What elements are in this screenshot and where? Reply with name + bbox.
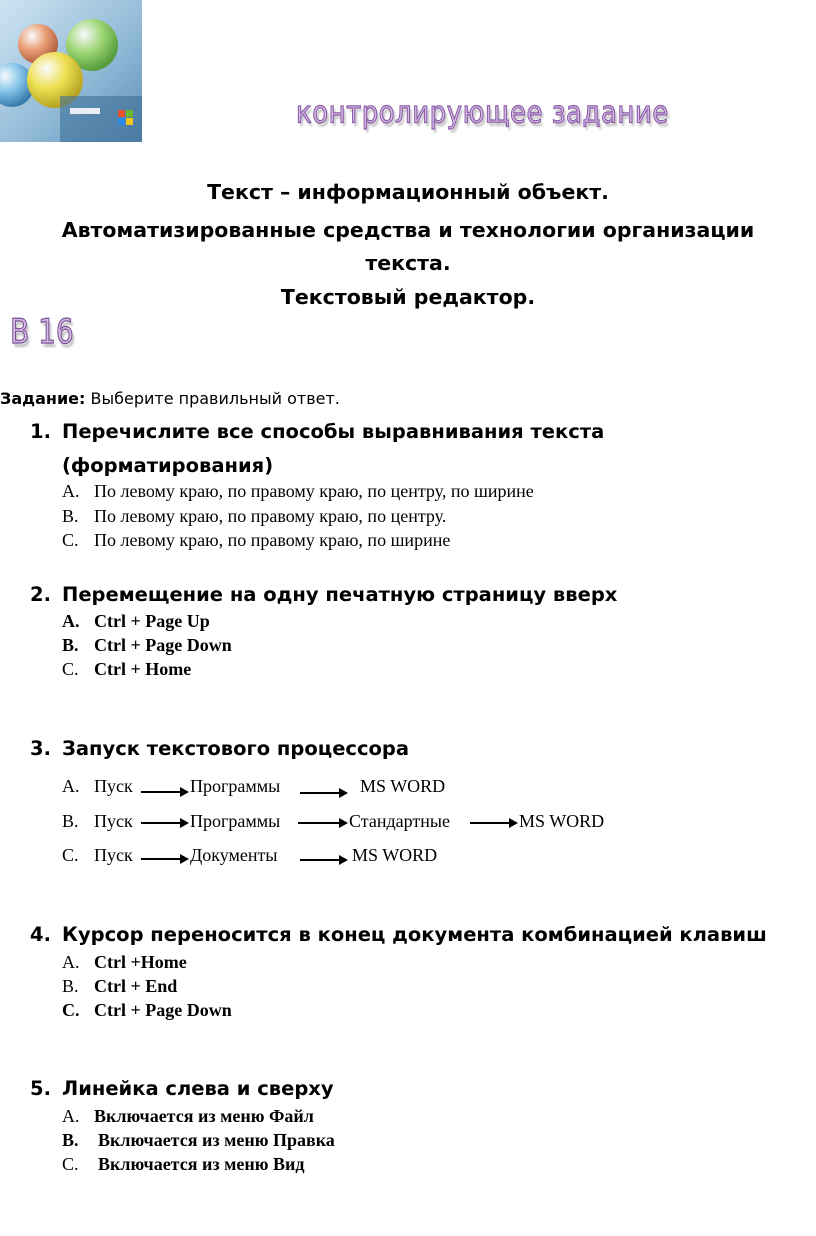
- arrow-icon: [141, 858, 187, 860]
- path-step: Программы: [190, 776, 281, 796]
- path-step: MS WORD: [519, 811, 605, 831]
- question-text: Линейка слева и сверху: [62, 1077, 334, 1100]
- option: [62, 1000, 232, 1021]
- title-line-3: текста.: [365, 251, 451, 275]
- task-text: Выберите правильный ответ.: [85, 389, 340, 408]
- path-step: Пуск: [94, 776, 133, 796]
- path-step: MS WORD: [360, 776, 446, 796]
- option-text: Включается из меню Файл: [94, 1106, 314, 1126]
- option-text: Ctrl +Home: [94, 952, 187, 972]
- arrow-icon: [141, 822, 187, 824]
- path-step: Пуск: [94, 845, 133, 865]
- question-number: 3.: [30, 737, 51, 760]
- option: [62, 506, 446, 527]
- option-text: Ctrl + Page Up: [94, 611, 210, 631]
- option-text: Включается из меню Правка: [98, 1130, 335, 1150]
- option-text: По левому краю, по правому краю, по ширине: [94, 530, 451, 550]
- path-step: Документы: [190, 845, 278, 865]
- title-line-2: Автоматизированные средства и технологии организации: [61, 218, 755, 242]
- question-text: Перечислите все способы выравнивания текста: [62, 420, 605, 443]
- variant-badge: В 16: [10, 312, 74, 352]
- option-letter: B.: [62, 506, 79, 526]
- option: [62, 530, 450, 551]
- option-text: По левому краю, по правому краю, по центру, по ширине: [94, 481, 534, 501]
- path-step: MS WORD: [352, 845, 438, 865]
- option-letter: A.: [62, 1106, 80, 1126]
- option-letter: A.: [62, 481, 80, 501]
- arrow-icon: [141, 791, 187, 793]
- question-text: Курсор переносится в конец документа комбинацией клавиш: [62, 923, 767, 946]
- option-letter: C.: [62, 659, 79, 679]
- option: [62, 976, 177, 997]
- option-text: Включается из меню Вид: [98, 1154, 305, 1174]
- question-text: Запуск текстового процессора: [62, 737, 410, 760]
- path-step: Пуск: [94, 811, 133, 831]
- option-letter: C.: [62, 1000, 80, 1020]
- option-letter: B.: [62, 635, 79, 655]
- option: [62, 1154, 304, 1175]
- question-number: 1.: [30, 420, 51, 443]
- banner-title: контролирующее задание: [296, 96, 669, 131]
- path-step: Программы: [190, 811, 281, 831]
- question-text-cont: (форматирования): [62, 454, 274, 477]
- arrow-icon: [470, 822, 516, 824]
- option-letter: A.: [62, 776, 80, 796]
- windows-logo-image: [0, 0, 142, 142]
- option-letter: B.: [62, 976, 79, 996]
- question-number: 4.: [30, 923, 51, 946]
- option: [62, 952, 187, 973]
- question-number: 5.: [30, 1077, 51, 1100]
- option-text: Ctrl + End: [94, 976, 178, 996]
- path-step: Стандартные: [349, 811, 450, 831]
- question-text: Перемещение на одну печатную страницу вверх: [62, 583, 618, 606]
- arrow-icon: [300, 859, 346, 861]
- task-label: Задание:: [0, 389, 86, 408]
- title-line-1: Текст – информационный объект.: [207, 180, 609, 204]
- option-letter: B.: [62, 811, 79, 831]
- option-letter: C.: [62, 845, 79, 865]
- option: [62, 659, 191, 680]
- option: [62, 1106, 314, 1127]
- arrow-icon: [300, 792, 346, 794]
- option-letter: C.: [62, 530, 79, 550]
- option: [62, 635, 232, 656]
- option-letter: B.: [62, 1130, 79, 1150]
- option: [62, 1130, 335, 1151]
- arrow-icon: [298, 822, 346, 824]
- option-letter: C.: [62, 1154, 79, 1174]
- option-letter: A.: [62, 952, 80, 972]
- option: [62, 611, 210, 632]
- option-text: Ctrl + Page Down: [94, 635, 232, 655]
- title-line-4: Текстовый редактор.: [280, 285, 536, 309]
- option-text: Ctrl + Page Down: [94, 1000, 232, 1020]
- task-instruction: [0, 389, 340, 408]
- question-number: 2.: [30, 583, 51, 606]
- option-letter: A.: [62, 611, 80, 631]
- option-text: По левому краю, по правому краю, по центру.: [94, 506, 447, 526]
- option-text: Ctrl + Home: [94, 659, 192, 679]
- option: [62, 481, 534, 502]
